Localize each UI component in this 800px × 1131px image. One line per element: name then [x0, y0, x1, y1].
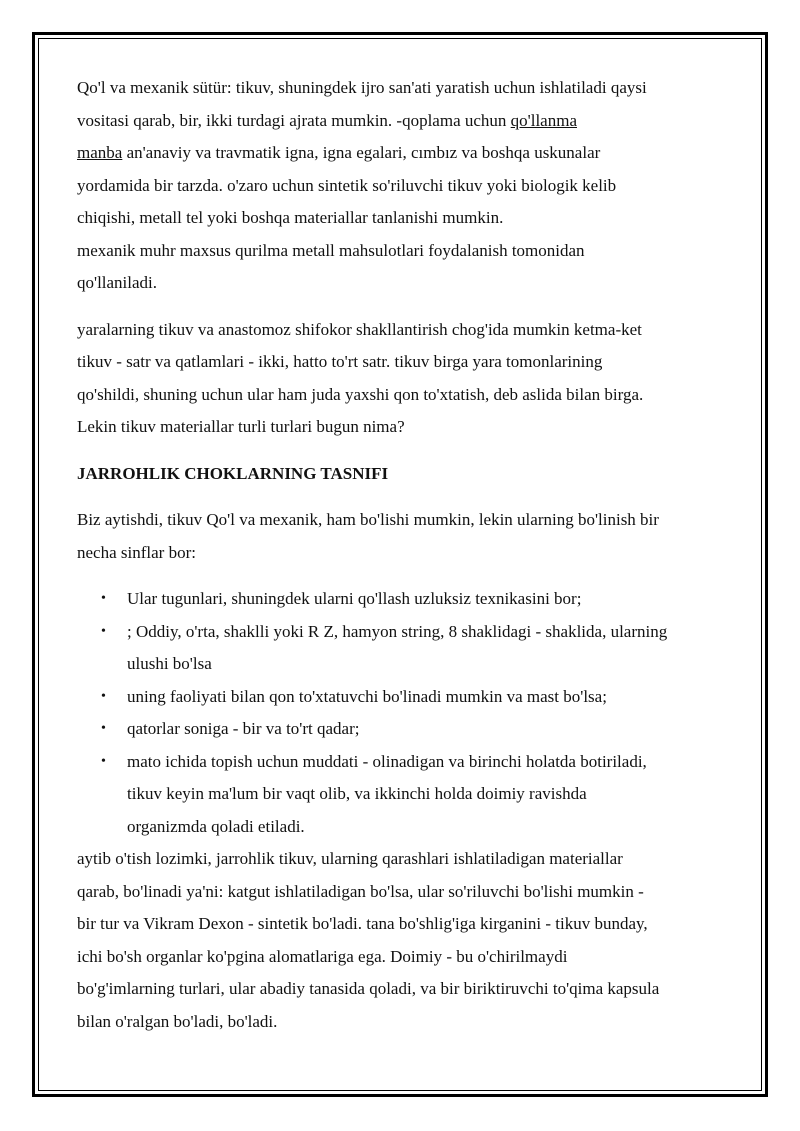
list-item-line: mato ichida topish uchun muddati - olinadigan va birinchi holatda botiriladi, — [127, 751, 647, 771]
paragraph-line: yaralarning tikuv va anastomoz shifokor shakllantirish chog'ida mumkin ketma-ket — [77, 319, 642, 339]
list-item-line: qatorlar soniga - bir va to'rt qadar; — [127, 719, 360, 738]
source-link-part-1[interactable]: qo'llanma — [510, 110, 577, 130]
paragraph-line: necha sinflar bor: — [77, 542, 196, 562]
paragraph-line: aytib o'tish lozimki, jarrohlik tikuv, ularning qarashlari ishlatiladigan materiallar — [77, 849, 623, 868]
paragraph-line: qo'llaniladi. — [77, 273, 158, 292]
document-body — [77, 72, 737, 1038]
paragraph-1 — [77, 72, 737, 300]
paragraph-line: chiqishi, metall tel yoki boshqa materiallar tanlanishi mumkin. — [77, 208, 504, 227]
paragraph-line: Qo'l va mexanik sütür: tikuv, shuningdek ijro san'ati yaratish uchun ishlatiladi qaysi — [77, 78, 647, 97]
list-item-line: tikuv keyin ma'lum bir vaqt olib, va ikkinchi holda doimiy ravishda — [127, 784, 587, 803]
paragraph-line: yordamida bir tarzda. o'zaro uchun sintetik so'riluvchi tikuv yoki biologik kelib — [77, 175, 617, 195]
bullet-icon: • — [101, 623, 106, 639]
paragraph-text: vositasi qarab, bir, ikki turdagi ajrata mumkin. -qoplama uchun — [77, 110, 511, 130]
bullet-icon: • — [101, 753, 106, 769]
list-item — [77, 583, 737, 616]
paragraph-line — [77, 137, 737, 170]
paragraph-line: bo'g'imlarning turlari, ular abadiy tanasida qoladi, va bir biriktiruvchi to'qima kapsula — [77, 979, 660, 998]
paragraph-line — [77, 105, 737, 138]
paragraph-line: ichi bo'sh organlar ko'pgina alomatlariga ega. Doimiy - bu o'chirilmaydi — [77, 946, 568, 966]
list-item-line: uning faoliyati bilan qon to'xtatuvchi bo'linadi mumkin va mast bo'lsa; — [127, 686, 607, 706]
list-item — [77, 746, 737, 844]
paragraph-line: qarab, bo'linadi ya'ni: katgut ishlatiladigan bo'lsa, ular so'riluvchi bo'lishi mumkin - — [77, 881, 644, 901]
list-item-line: ulushi bo'lsa — [127, 654, 212, 673]
paragraph-line: qo'shildi, shuning uchun ular ham juda yaxshi qon to'xtatish, deb aslida bilan birga. — [77, 384, 644, 404]
list-item — [77, 616, 737, 681]
paragraph-line: bilan o'ralgan bo'ladi, bo'ladi. — [77, 1011, 278, 1031]
paragraph-line: mexanik muhr maxsus qurilma metall mahsulotlari foydalanish tomonidan — [77, 240, 585, 260]
source-link-part-2[interactable]: manba — [77, 143, 123, 162]
paragraph-line: bir tur va Vikram Dexon - sintetik bo'ladi. tana bo'shlig'iga kirganini - tikuv bunday, — [77, 914, 648, 933]
bullet-icon: • — [101, 721, 106, 736]
paragraph-3 — [77, 504, 737, 569]
paragraph-line: Biz aytishdi, tikuv Qo'l va mexanik, ham bo'lishi mumkin, lekin ularning bo'linish bir — [77, 510, 659, 529]
list-item — [77, 681, 737, 714]
paragraph-4 — [77, 843, 737, 1038]
list-item-line: Ular tugunlari, shuningdek ularni qo'llash uzluksiz texnikasini bor; — [127, 589, 582, 608]
bullet-icon: • — [101, 591, 106, 606]
list-item-line: organizmda qoladi etiladi. — [127, 816, 305, 836]
classification-list — [77, 583, 737, 843]
paragraph-line: tikuv - satr va qatlamlari - ikki, hatto to'rt satr. tikuv birga yara tomonlarining — [77, 352, 603, 371]
paragraph-2 — [77, 314, 737, 444]
list-item-line: ; Oddiy, o'rta, shaklli yoki R Z, hamyon string, 8 shaklidagi - shaklida, ularning — [127, 621, 668, 641]
list-item — [77, 713, 737, 746]
paragraph-line: Lekin tikuv materiallar turli turlari bugun nima? — [77, 417, 405, 436]
paragraph-text: an'anaviy va travmatik igna, igna egalari, cımbız va boshqa uskunalar — [122, 143, 601, 162]
bullet-icon: • — [101, 688, 106, 704]
section-heading: JARROHLIK CHOKLARNING TASNIFI — [77, 463, 389, 483]
